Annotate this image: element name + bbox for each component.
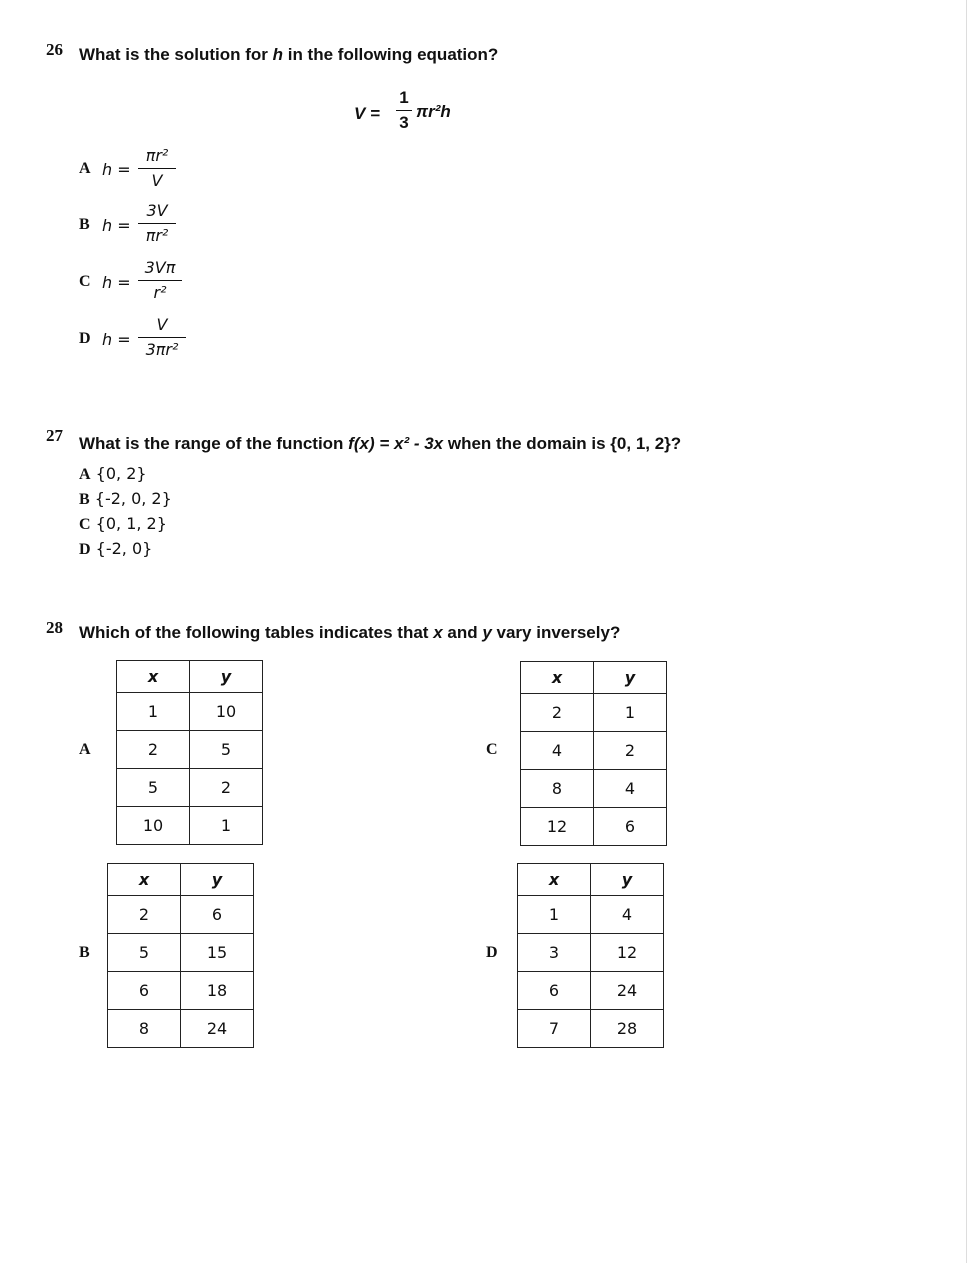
table-row: 4 2 <box>521 732 667 770</box>
table-row: 2 1 <box>521 694 667 732</box>
table-row: 1 4 <box>518 896 664 934</box>
table-row: 6 18 <box>108 972 254 1010</box>
q27-choice-b[interactable]: B {-2, 0, 2} <box>79 489 172 508</box>
table-row: 2 5 <box>117 731 263 769</box>
page-edge-line <box>966 0 967 1263</box>
question-26-number: 26 <box>46 40 63 59</box>
equation-fraction: 1 3 <box>396 88 412 133</box>
table-row: 8 24 <box>108 1010 254 1048</box>
table-row: 1 10 <box>117 693 263 731</box>
table-a: x y 1 10 2 5 5 2 10 1 <box>116 660 263 845</box>
q27-choice-c[interactable]: C {0, 1, 2} <box>79 514 167 533</box>
table-row: 8 4 <box>521 770 667 808</box>
q27-choice-d[interactable]: D {-2, 0} <box>79 539 153 558</box>
question-27-number: 27 <box>46 426 63 445</box>
question-28-text: Which of the following tables indicates that x and y vary inversely? <box>79 623 621 642</box>
table-row: 6 24 <box>518 972 664 1010</box>
table-row: 12 6 <box>521 808 667 846</box>
table-row: 2 6 <box>108 896 254 934</box>
table-row: 5 2 <box>117 769 263 807</box>
table-row: 7 28 <box>518 1010 664 1048</box>
question-27-text: What is the range of the function f(x) = x² - 3x when the domain is {0, 1, 2}? <box>79 434 682 453</box>
question-28-number: 28 <box>46 618 63 637</box>
table-b: x y 2 6 5 15 6 18 8 24 <box>107 863 254 1048</box>
table-row: 3 12 <box>518 934 664 972</box>
question-26-text: What is the solution for h in the following equation? <box>79 45 499 64</box>
table-c: x y 2 1 4 2 8 4 12 6 <box>520 661 667 846</box>
q27-choice-a[interactable]: A {0, 2} <box>79 464 147 483</box>
table-row: 5 15 <box>108 934 254 972</box>
table-d: x y 1 4 3 12 6 24 7 28 <box>517 863 664 1048</box>
table-row: 10 1 <box>117 807 263 845</box>
